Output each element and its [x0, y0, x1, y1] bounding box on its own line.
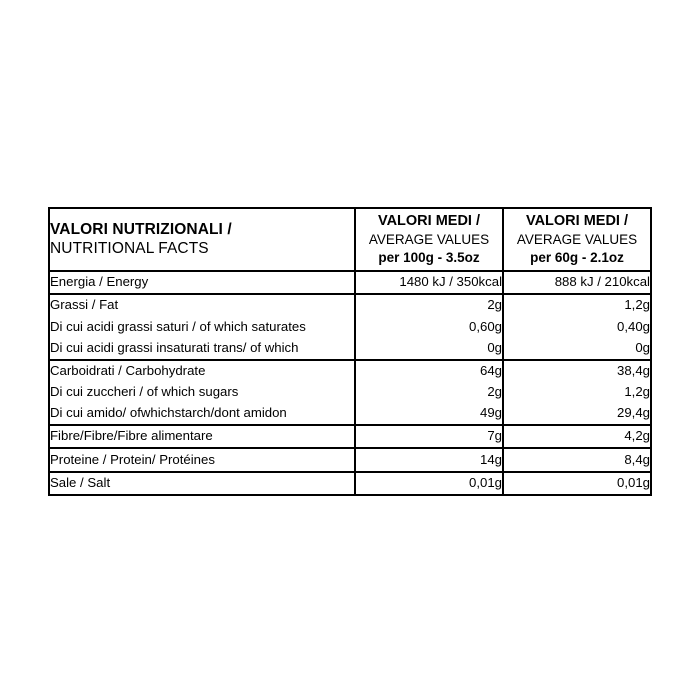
- nutrient-value-100g: 2g: [355, 294, 503, 316]
- nutrient-value-60g: 38,4g: [503, 360, 650, 382]
- table-row: [50, 337, 650, 359]
- nutrient-value-100g: 0,60g: [355, 316, 503, 337]
- nutrient-label: Di cui zuccheri / of which sugars: [50, 382, 355, 403]
- nutrient-label: Grassi / Fat: [50, 294, 355, 316]
- table-row: [50, 425, 650, 448]
- nutrient-label: Di cui amido/ ofwhichstarch/dont amidon: [50, 403, 355, 425]
- table-row: [50, 271, 650, 294]
- table-row: [50, 448, 650, 471]
- nutrient-value-60g: 888 kJ / 210kcal: [503, 271, 650, 294]
- nutrition-facts-table: [50, 209, 650, 494]
- table-header-row: [50, 209, 650, 271]
- nutrient-value-60g: 0g: [503, 337, 650, 359]
- header-60g-line1: VALORI MEDI /: [525, 213, 629, 230]
- nutrient-label: Sale / Salt: [50, 472, 355, 494]
- nutrient-label: Energia / Energy: [50, 271, 355, 294]
- nutritional-facts-title-en: NUTRITIONAL FACTS: [50, 240, 209, 258]
- nutrient-label: Di cui acidi grassi saturi / of which saturates: [50, 316, 355, 337]
- header-100g-line1: VALORI MEDI /: [377, 213, 481, 230]
- nutrition-facts-panel: [48, 207, 652, 496]
- nutrient-label: Proteine / Protein/ Protéines: [50, 448, 355, 471]
- nutrient-value-100g: 0,01g: [355, 472, 503, 494]
- nutritional-facts-title-it: VALORI NUTRIZIONALI /: [50, 220, 232, 238]
- nutrient-value-60g: 0,40g: [503, 316, 650, 337]
- header-column-60g: [503, 209, 650, 271]
- nutrient-value-100g: 1480 kJ / 350kcal: [355, 271, 503, 294]
- nutrient-value-60g: 8,4g: [503, 448, 650, 471]
- nutrient-label: Di cui acidi grassi insaturati trans/ of which: [50, 337, 355, 359]
- table-row: [50, 382, 650, 403]
- table-row: [50, 472, 650, 494]
- header-100g-line2: AVERAGE VALUES: [368, 232, 490, 248]
- nutrient-label: Fibre/Fibre/Fibre alimentare: [50, 425, 355, 448]
- nutrient-value-100g: 64g: [355, 360, 503, 382]
- table-row: [50, 403, 650, 425]
- table-row: [50, 316, 650, 337]
- nutrient-value-100g: 14g: [355, 448, 503, 471]
- header-column-100g: [355, 209, 503, 271]
- table-row: [50, 360, 650, 382]
- table-row: [50, 294, 650, 316]
- nutrient-value-100g: 49g: [355, 403, 503, 425]
- nutrient-value-60g: 4,2g: [503, 425, 650, 448]
- nutrient-value-60g: 1,2g: [503, 382, 650, 403]
- header-60g-serving: per 60g - 2.1oz: [530, 249, 624, 265]
- header-60g-line2: AVERAGE VALUES: [516, 232, 638, 248]
- header-100g-serving: per 100g - 3.5oz: [378, 249, 480, 265]
- nutrient-value-60g: 0,01g: [503, 472, 650, 494]
- nutrient-value-100g: 0g: [355, 337, 503, 359]
- nutrient-value-60g: 1,2g: [503, 294, 650, 316]
- header-title-cell: [50, 209, 355, 271]
- nutrient-value-100g: 2g: [355, 382, 503, 403]
- nutrient-label: Carboidrati / Carbohydrate: [50, 360, 355, 382]
- nutrient-value-100g: 7g: [355, 425, 503, 448]
- nutrient-value-60g: 29,4g: [503, 403, 650, 425]
